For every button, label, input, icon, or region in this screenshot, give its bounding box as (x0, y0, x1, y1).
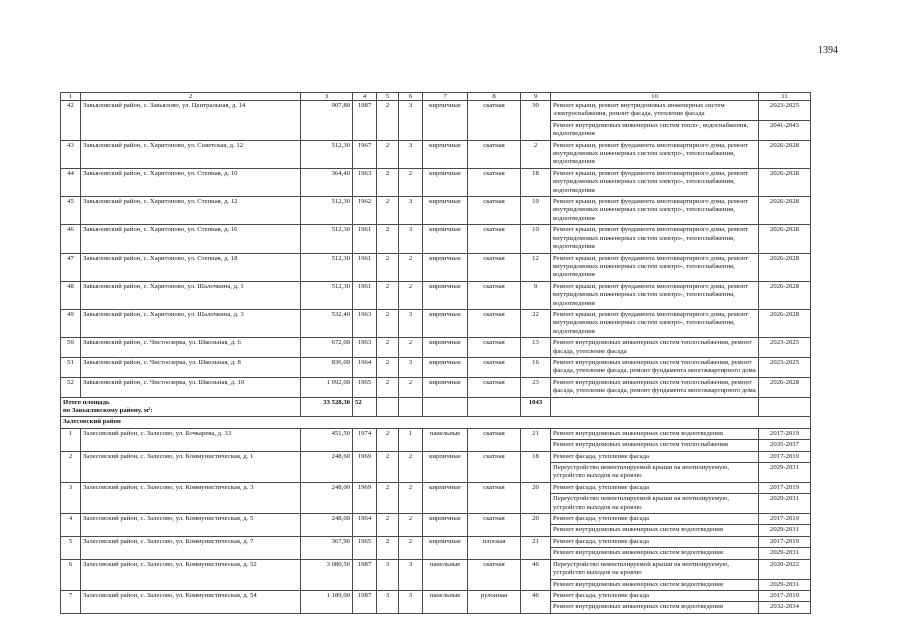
column-9-value: 22 (521, 309, 551, 337)
house-area: 512,30 (301, 225, 353, 253)
row-number: 43 (61, 140, 81, 168)
floors-count: 2 (377, 253, 399, 281)
entrances-count: 3 (399, 309, 423, 337)
house-row (61, 197, 811, 225)
row-number: 2 (61, 451, 81, 482)
house-address: Завьяловский район, с. Харитоново, ул. Шалочкина, д. 1 (81, 281, 301, 309)
house-area: 3 080,50 (301, 559, 353, 590)
roof-type: скатная (468, 482, 521, 513)
column-9-value: 23 (521, 377, 551, 397)
house-address: Завьяловский район, с. Чистоозерка, ул. Школьная, д. 10 (81, 377, 301, 397)
work-period: 2026-2028 (759, 197, 811, 225)
column-number: 5 (377, 93, 399, 101)
house-area: 364,40 (301, 168, 353, 196)
empty-cell (423, 397, 468, 417)
floors-count: 3 (377, 590, 399, 613)
work-description: Ремонт внутридомовых инженерных систем теплоснабжения, ремонт фасада, утепление фасада, ремонт фундамента многоквартирного дома (551, 377, 759, 397)
total-label: Итого площадь по Завьяловскому району, м²: (61, 397, 301, 417)
roof-type: скатная (468, 253, 521, 281)
entrances-count: 3 (399, 590, 423, 613)
column-9-value: 2 (521, 140, 551, 168)
roof-type: скатная (468, 428, 521, 451)
entrances-count: 3 (399, 101, 423, 141)
floors-count: 2 (377, 225, 399, 253)
district-header-row (61, 417, 811, 428)
build-year: 1969 (353, 482, 377, 513)
build-year: 1987 (353, 101, 377, 141)
entrances-count: 2 (399, 168, 423, 196)
work-period: 2026-2028 (759, 168, 811, 196)
house-address: Завьяловский район, с. Харитоново, ул. Степная, д. 12 (81, 197, 301, 225)
wall-material: кирпичные (423, 309, 468, 337)
build-year: 1963 (353, 309, 377, 337)
total-col4: 52 (353, 397, 377, 417)
house-address: Залесовский район, с. Залесово, ул. Коммунистическая, д. 1 (81, 451, 301, 482)
work-period: 2020-2022 (759, 559, 811, 579)
work-period: 2029-2031 (759, 463, 811, 483)
wall-material: кирпичные (423, 536, 468, 559)
roof-type: скатная (468, 168, 521, 196)
total-col9: 1043 (521, 397, 551, 417)
build-year: 1964 (353, 357, 377, 377)
wall-material: кирпичные (423, 338, 468, 358)
floors-count: 2 (377, 482, 399, 513)
work-description: Ремонт внутридомовых инженерных систем водоотведения (551, 602, 759, 613)
roof-type: скатная (468, 309, 521, 337)
wall-material: кирпичные (423, 101, 468, 141)
wall-material: кирпичные (423, 168, 468, 196)
entrances-count: 2 (399, 482, 423, 513)
build-year: 1962 (353, 197, 377, 225)
house-row (61, 559, 811, 579)
house-area: 512,30 (301, 253, 353, 281)
work-description: Ремонт внутридомовых инженерных систем водоотведения (551, 548, 759, 559)
table-body (61, 93, 811, 614)
empty-cell (399, 397, 423, 417)
column-9-value: 20 (521, 482, 551, 513)
empty-cell (759, 397, 811, 417)
work-period: 2017-2019 (759, 428, 811, 439)
entrances-count: 3 (399, 225, 423, 253)
house-address: Завьяловский район, с. Харитоново, ул. Советская, д. 12 (81, 140, 301, 168)
house-address: Залесовский район, с. Залесово, ул. Коммунистическая, д. 54 (81, 590, 301, 613)
house-row (61, 101, 811, 121)
work-period: 2026-2028 (759, 253, 811, 281)
column-number: 11 (759, 93, 811, 101)
floors-count: 3 (377, 559, 399, 590)
house-row (61, 168, 811, 196)
entrances-count: 3 (399, 197, 423, 225)
house-area: 451,50 (301, 428, 353, 451)
work-period: 2029-2031 (759, 494, 811, 514)
floors-count: 2 (377, 338, 399, 358)
roof-type: плоская (468, 536, 521, 559)
wall-material: кирпичные (423, 377, 468, 397)
row-number: 51 (61, 357, 81, 377)
column-9-value: 21 (521, 428, 551, 451)
row-number: 42 (61, 101, 81, 141)
work-description: Ремонт крыши, ремонт фундамента многоквартирного дома, ремонт внутридомовых инженерных систем электро-, теплоснабжения, водоотведения (551, 309, 759, 337)
wall-material: кирпичные (423, 514, 468, 537)
wall-material: панельные (423, 590, 468, 613)
build-year: 1961 (353, 253, 377, 281)
district-header: Залесовский район (61, 417, 811, 428)
floors-count: 2 (377, 140, 399, 168)
house-address: Завьяловский район, с. Завьялово, ул. Центральная, д. 14 (81, 101, 301, 141)
work-period: 2029-2031 (759, 525, 811, 536)
work-description: Ремонт фасада, утепление фасада (551, 536, 759, 547)
row-number: 3 (61, 482, 81, 513)
work-period: 2017-2019 (759, 536, 811, 547)
column-9-value: 46 (521, 559, 551, 590)
build-year: 1961 (353, 225, 377, 253)
work-period: 2017-2019 (759, 590, 811, 601)
entrances-count: 2 (399, 338, 423, 358)
house-row (61, 309, 811, 337)
work-description: Ремонт фасада, утепление фасада (551, 482, 759, 493)
floors-count: 2 (377, 281, 399, 309)
roof-type: скатная (468, 281, 521, 309)
house-address: Залесовский район, с. Залесово, ул. Коммунистическая, д. 52 (81, 559, 301, 590)
entrances-count: 3 (399, 559, 423, 590)
work-period: 2026-2028 (759, 377, 811, 397)
house-area: 907,80 (301, 101, 353, 141)
column-9-value: 20 (521, 514, 551, 537)
row-number: 49 (61, 309, 81, 337)
work-description: Ремонт крыши, ремонт фундамента многоквартирного дома, ремонт внутридомовых инженерных систем электро-, теплоснабжения, водоотведения (551, 168, 759, 196)
work-period: 2023-2025 (759, 338, 811, 358)
column-9-value: 19 (521, 197, 551, 225)
build-year: 1961 (353, 281, 377, 309)
house-row (61, 377, 811, 397)
house-address: Завьяловский район, с. Харитоново, ул. Степная, д. 18 (81, 253, 301, 281)
floors-count: 2 (377, 451, 399, 482)
house-address: Завьяловский район, с. Харитоново, ул. Степная, д. 16 (81, 225, 301, 253)
roof-type: скатная (468, 357, 521, 377)
column-number: 4 (353, 93, 377, 101)
house-row (61, 482, 811, 493)
build-year: 1987 (353, 590, 377, 613)
house-area: 367,90 (301, 536, 353, 559)
roof-type: скатная (468, 140, 521, 168)
build-year: 1964 (353, 514, 377, 537)
floors-count: 2 (377, 357, 399, 377)
roof-type: скатная (468, 514, 521, 537)
entrances-count: 3 (399, 357, 423, 377)
house-area: 1 092,00 (301, 377, 353, 397)
work-period: 2017-2019 (759, 514, 811, 525)
work-description: Ремонт внутридомовых инженерных систем водоотведения (551, 428, 759, 439)
work-period: 2026-2028 (759, 309, 811, 337)
floors-count: 2 (377, 309, 399, 337)
column-9-value: 18 (521, 168, 551, 196)
work-description: Ремонт внутридомовых инженерных систем водоотведения (551, 579, 759, 590)
column-9-value: 21 (521, 536, 551, 559)
house-row (61, 140, 811, 168)
work-description: Ремонт внутридомовых инженерных систем теплоснабжения, ремонт фасада, утепление фасада, ремонт фундамента многоквартирного дома (551, 357, 759, 377)
house-address: Завьяловский район, с. Харитоново, ул. Степная, д. 10 (81, 168, 301, 196)
total-row (61, 397, 811, 417)
work-period: 2017-2019 (759, 482, 811, 493)
work-description: Переустройство невентилируемой крыши на вентилируемую, устройство выходов на кровлю (551, 494, 759, 514)
floors-count: 2 (377, 101, 399, 141)
roof-type: скатная (468, 197, 521, 225)
work-description: Ремонт крыши, ремонт фундамента многоквартирного дома, ремонт внутридомовых инженерных систем электро-, теплоснабжения, водоотведения (551, 140, 759, 168)
house-address: Залесовский район, с. Залесово, ул. Коммунистическая, д. 3 (81, 482, 301, 513)
entrances-count: 2 (399, 281, 423, 309)
build-year: 1974 (353, 428, 377, 451)
column-9-value: 16 (521, 357, 551, 377)
build-year: 1963 (353, 168, 377, 196)
floors-count: 2 (377, 428, 399, 451)
roof-type: скатная (468, 377, 521, 397)
work-period: 2035-2037 (759, 440, 811, 451)
house-area: 1 189,00 (301, 590, 353, 613)
column-number: 7 (423, 93, 468, 101)
work-description: Переустройство невентилируемой крыши на вентилируемую, устройство выходов на кровлю (551, 463, 759, 483)
work-period: 2029-2031 (759, 579, 811, 590)
column-number: 9 (521, 93, 551, 101)
work-period: 2032-2034 (759, 602, 811, 613)
column-9-value: 9 (521, 281, 551, 309)
empty-cell (551, 397, 759, 417)
total-area: 33 528,30 (301, 397, 353, 417)
roof-type: скатная (468, 225, 521, 253)
house-area: 248,60 (301, 451, 353, 482)
house-row (61, 253, 811, 281)
floors-count: 2 (377, 197, 399, 225)
house-area: 248,00 (301, 482, 353, 513)
wall-material: кирпичные (423, 482, 468, 513)
house-address: Залесовский район, с. Залесово, ул. Бочкарева, д. 33 (81, 428, 301, 451)
house-row (61, 536, 811, 547)
build-year: 1965 (353, 377, 377, 397)
column-number: 1 (61, 93, 81, 101)
work-description: Ремонт крыши, ремонт фундамента многоквартирного дома, ремонт внутридомовых инженерных систем электро-, теплоснабжения, водоотведения (551, 253, 759, 281)
wall-material: кирпичные (423, 253, 468, 281)
work-period: 2041-2043 (759, 120, 811, 140)
work-period: 2023-2025 (759, 101, 811, 121)
column-9-value: 13 (521, 338, 551, 358)
column-number: 2 (81, 93, 301, 101)
house-area: 248,00 (301, 514, 353, 537)
empty-cell (468, 397, 521, 417)
work-period: 2026-2028 (759, 281, 811, 309)
work-description: Ремонт крыши, ремонт фундамента многоквартирного дома, ремонт внутридомовых инженерных систем электро-, теплоснабжения, водоотведения (551, 225, 759, 253)
house-row (61, 451, 811, 462)
entrances-count: 2 (399, 377, 423, 397)
entrances-count: 2 (399, 514, 423, 537)
work-description: Ремонт фасада, утепление фасада (551, 590, 759, 601)
house-row (61, 514, 811, 525)
entrances-count: 2 (399, 451, 423, 482)
work-description: Ремонт крыши, ремонт внутридомовых инженерных систем электроснабжения, ремонт фасада, утепление фасада (551, 101, 759, 121)
work-description: Ремонт крыши, ремонт фундамента многоквартирного дома, ремонт внутридомовых инженерных систем электро-, теплоснабжения, водоотведения (551, 197, 759, 225)
wall-material: кирпичные (423, 281, 468, 309)
work-description: Ремонт крыши, ремонт фундамента многоквартирного дома, ремонт внутридомовых инженерных систем электро-, теплоснабжения, водоотведения (551, 281, 759, 309)
house-address: Завьяловский район, с. Харитоново, ул. Шалочкина, д. 3 (81, 309, 301, 337)
row-number: 7 (61, 590, 81, 613)
work-description: Ремонт фасада, утепление фасада (551, 451, 759, 462)
house-row (61, 357, 811, 377)
wall-material: кирпичные (423, 451, 468, 482)
floors-count: 2 (377, 168, 399, 196)
house-area: 512,30 (301, 281, 353, 309)
wall-material: панельные (423, 428, 468, 451)
house-row (61, 428, 811, 439)
floors-count: 2 (377, 536, 399, 559)
wall-material: кирпичные (423, 140, 468, 168)
column-number-row (61, 93, 811, 101)
build-year: 1969 (353, 451, 377, 482)
column-number: 6 (399, 93, 423, 101)
roof-type: рулонная (468, 590, 521, 613)
house-area: 512,30 (301, 197, 353, 225)
column-9-value: 12 (521, 253, 551, 281)
build-year: 1963 (353, 338, 377, 358)
column-9-value: 30 (521, 101, 551, 141)
entrances-count: 2 (399, 253, 423, 281)
work-description: Ремонт внутридомовых инженерных систем тепло-, водоснабжения, водоотведения (551, 120, 759, 140)
entrances-count: 2 (399, 536, 423, 559)
row-number: 46 (61, 225, 81, 253)
roof-type: скатная (468, 451, 521, 482)
work-period: 2017-2019 (759, 451, 811, 462)
wall-material: панельные (423, 559, 468, 590)
row-number: 45 (61, 197, 81, 225)
house-address: Залесовский район, с. Залесово, ул. Коммунистическая, д. 7 (81, 536, 301, 559)
row-number: 4 (61, 514, 81, 537)
house-row (61, 225, 811, 253)
work-period: 2029-2031 (759, 548, 811, 559)
build-year: 1987 (353, 559, 377, 590)
column-number: 3 (301, 93, 353, 101)
house-row (61, 338, 811, 358)
house-address: Залесовский район, с. Залесово, ул. Коммунистическая, д. 5 (81, 514, 301, 537)
row-number: 5 (61, 536, 81, 559)
house-area: 836,00 (301, 357, 353, 377)
page-number: 1394 (818, 45, 838, 56)
row-number: 6 (61, 559, 81, 590)
work-description: Ремонт внутридомовых инженерных систем теплоснабжения, ремонт фасада, утепление фасада (551, 338, 759, 358)
work-period: 2026-2028 (759, 140, 811, 168)
roof-type: скатная (468, 101, 521, 141)
column-number: 8 (468, 93, 521, 101)
house-area: 532,40 (301, 309, 353, 337)
empty-cell (377, 397, 399, 417)
roof-type: скатная (468, 559, 521, 590)
floors-count: 2 (377, 377, 399, 397)
entrances-count: 3 (399, 140, 423, 168)
repair-program-table (60, 92, 811, 614)
floors-count: 2 (377, 514, 399, 537)
house-area: 672,00 (301, 338, 353, 358)
house-row (61, 281, 811, 309)
work-description: Переустройство невентилируемой крыши на вентилируемую, устройство выходов на кровлю (551, 559, 759, 579)
work-period: 2026-2028 (759, 225, 811, 253)
work-description: Ремонт внутридомовых инженерных систем теплоснабжения (551, 440, 759, 451)
house-row (61, 590, 811, 601)
work-description: Ремонт фасада, утепление фасада (551, 514, 759, 525)
column-9-value: 10 (521, 225, 551, 253)
house-address: Завьяловский район, с. Чистоозерка, ул. Школьная, д. 6 (81, 338, 301, 358)
build-year: 1967 (353, 140, 377, 168)
row-number: 52 (61, 377, 81, 397)
wall-material: кирпичные (423, 225, 468, 253)
work-description: Ремонт внутридомовых инженерных систем водоотведения (551, 525, 759, 536)
wall-material: кирпичные (423, 357, 468, 377)
wall-material: кирпичные (423, 197, 468, 225)
house-area: 512,30 (301, 140, 353, 168)
column-9-value: 18 (521, 451, 551, 482)
column-number: 10 (551, 93, 759, 101)
row-number: 1 (61, 428, 81, 451)
entrances-count: 1 (399, 428, 423, 451)
house-address: Завьяловский район, с. Чистоозерка, ул. Школьная, д. 8 (81, 357, 301, 377)
row-number: 50 (61, 338, 81, 358)
row-number: 48 (61, 281, 81, 309)
work-period: 2023-2025 (759, 357, 811, 377)
roof-type: скатная (468, 338, 521, 358)
row-number: 44 (61, 168, 81, 196)
build-year: 1965 (353, 536, 377, 559)
row-number: 47 (61, 253, 81, 281)
column-9-value: 46 (521, 590, 551, 613)
